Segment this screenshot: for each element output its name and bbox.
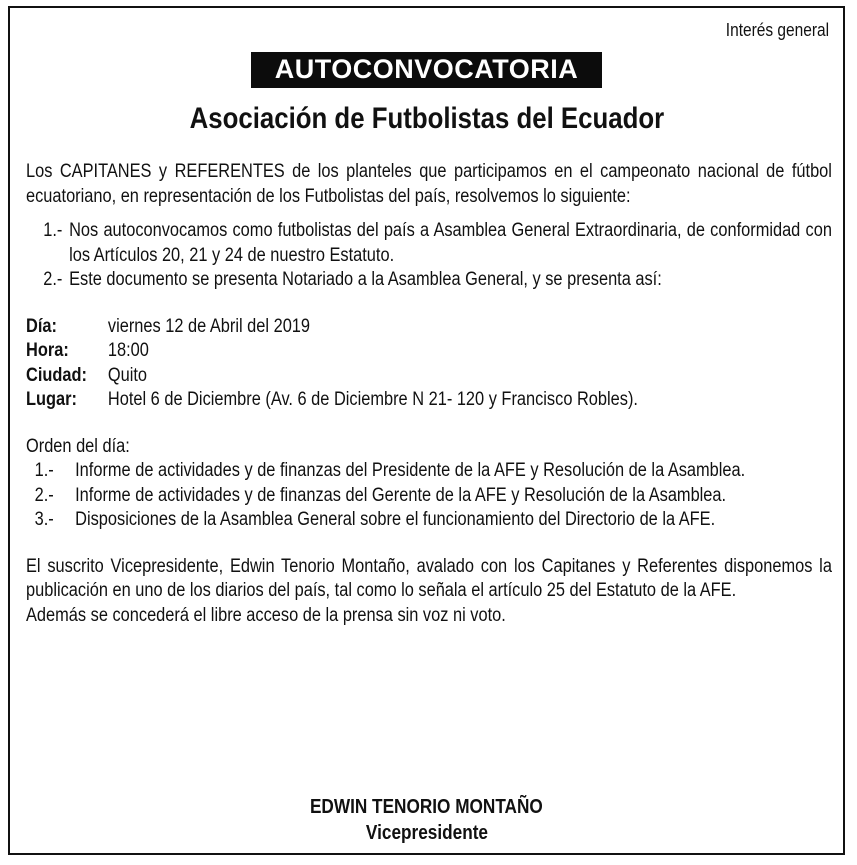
detail-value: Hotel 6 de Diciembre (Av. 6 de Diciembre N 21- 120 y Francisco Robles).	[107, 389, 638, 410]
detail-label: Lugar:	[26, 389, 77, 410]
signature-role-text: Vicepresidente	[365, 822, 488, 844]
detail-value: 18:00	[107, 340, 149, 361]
agenda-number: 3.-	[34, 509, 54, 530]
agenda-list	[26, 459, 832, 533]
agenda-heading: Orden del día:	[26, 435, 130, 457]
notice-badge: AUTOCONVOCATORIA	[251, 52, 603, 88]
resolution-item	[26, 268, 832, 293]
agenda-text: Disposiciones de la Asamblea General sobre el funcionamiento del Directorio de la AFE.	[75, 509, 716, 530]
detail-value: viernes 12 de Abril del 2019	[107, 315, 311, 337]
closing-section	[26, 555, 832, 629]
signature-name	[10, 796, 843, 819]
agenda-number: 1.-	[34, 460, 54, 481]
agenda-number: 2.-	[34, 484, 54, 506]
resolution-number: 1.-	[43, 220, 63, 241]
detail-label: Ciudad:	[26, 364, 87, 386]
agenda-item	[26, 508, 832, 533]
notice-body-content	[26, 160, 832, 628]
agenda-item	[26, 459, 832, 484]
resolution-number: 2.-	[43, 269, 63, 290]
agenda-text: Informe de actividades y de finanzas del Gerente de la AFE y Resolución de la Asamblea.	[75, 484, 727, 506]
resolution-item	[26, 219, 832, 268]
notice-frame	[8, 6, 845, 855]
detail-row-place	[26, 388, 832, 413]
category-label: Interés general	[725, 20, 829, 40]
detail-value: Quito	[107, 364, 148, 386]
resolution-text: Nos autoconvocamos como futbolistas del país a Asamblea General Extraordinaria, de conformidad con los Artículos 20, 21 y 24 de nuestro Estatuto.	[69, 220, 832, 266]
resolutions-list	[26, 219, 832, 293]
notice-body	[26, 160, 832, 628]
agenda-text: Informe de actividades y de finanzas del Presidente de la AFE y Resolución de la Asamblea.	[75, 460, 746, 481]
intro-paragraph: Los CAPITANES y REFERENTES de los planteles que participamos en el campeonato nacional de fútbol ecuatoriano, en representación de los Futbolistas del país, resolvemos lo siguiente:	[26, 161, 832, 207]
agenda-item	[26, 484, 832, 509]
agenda-section	[26, 435, 832, 533]
detail-row-time	[26, 339, 832, 364]
closing-paragraph: El suscrito Vicepresidente, Edwin Tenorio Montaño, avalado con los Capitanes y Referentes disponemos la publicación en uno de los diarios del país, tal como lo señala el artículo 25 del Estatuto de la AFE.	[26, 555, 832, 601]
detail-label: Hora:	[26, 340, 69, 361]
signature-role	[10, 822, 843, 845]
detail-label: Día:	[26, 315, 57, 337]
badge-container	[10, 52, 843, 88]
press-note: Además se concederá el libre acceso de la prensa sin voz ni voto.	[26, 604, 506, 626]
notice-title-text: Asociación de Futbolistas del Ecuador	[189, 102, 664, 135]
notice-title	[10, 102, 843, 136]
signature-name-text: EDWIN TENORIO MONTAÑO	[310, 796, 543, 818]
meeting-details	[26, 315, 832, 413]
detail-row-city	[26, 364, 832, 389]
resolution-text: Este documento se presenta Notariado a la Asamblea General, y se presenta así:	[69, 269, 662, 290]
detail-row-day	[26, 315, 832, 340]
